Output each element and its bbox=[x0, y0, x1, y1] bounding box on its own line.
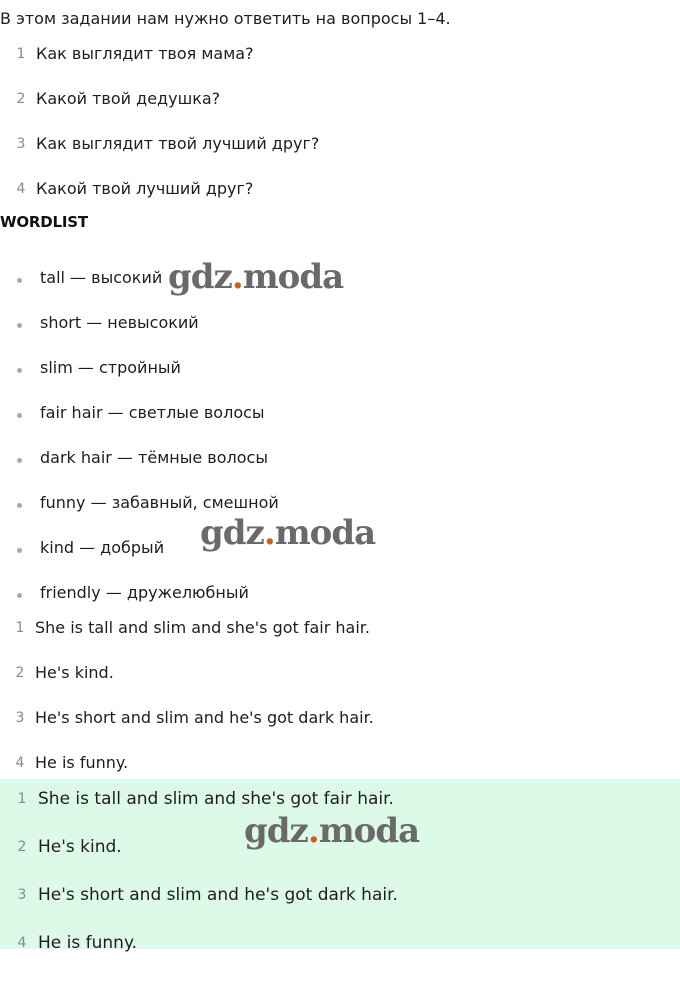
answer-number: 3 bbox=[17, 887, 27, 903]
question-text: Какой твой лучший друг? bbox=[36, 179, 254, 198]
answer-number: 1 bbox=[15, 620, 25, 636]
answer-text: He is funny. bbox=[35, 753, 129, 772]
answer-text: He's short and slim and he's got dark hair. bbox=[38, 885, 398, 905]
wordlist-item: dark hair — тёмные волосы bbox=[40, 448, 268, 467]
bullet-icon bbox=[17, 368, 22, 373]
bullet-icon bbox=[17, 413, 22, 418]
question-text: Как выглядит твой лучший друг? bbox=[36, 134, 320, 153]
question-number: 4 bbox=[16, 181, 26, 197]
wordlist-item: funny — забавный, смешной bbox=[40, 493, 279, 512]
watermark-logo: gdz.moda bbox=[168, 257, 344, 297]
answer-number: 3 bbox=[15, 710, 25, 726]
answer-text: He's short and slim and he's got dark hair. bbox=[35, 708, 374, 727]
wordlist-item: short — невысокий bbox=[40, 313, 199, 332]
question-number: 3 bbox=[16, 136, 26, 152]
bullet-icon bbox=[17, 593, 22, 598]
answer-number: 4 bbox=[15, 755, 25, 771]
wordlist-item: fair hair — светлые волосы bbox=[40, 403, 265, 422]
answer-text: She is tall and slim and she's got fair hair. bbox=[35, 618, 370, 637]
answer-text: She is tall and slim and she's got fair hair. bbox=[38, 789, 394, 809]
question-text: Какой твой дедушка? bbox=[36, 89, 221, 108]
bullet-icon bbox=[17, 458, 22, 463]
answer-number: 4 bbox=[17, 935, 27, 951]
watermark-logo: gdz.moda bbox=[200, 513, 376, 553]
answer-text: He's kind. bbox=[35, 663, 114, 682]
bullet-icon bbox=[17, 548, 22, 553]
answer-text: He's kind. bbox=[38, 837, 122, 857]
watermark-logo: gdz.moda bbox=[244, 811, 420, 851]
wordlist-heading: WORDLIST bbox=[0, 213, 88, 231]
question-number: 1 bbox=[16, 46, 26, 62]
wordlist-item: tall — высокий bbox=[40, 268, 163, 287]
answer-number: 2 bbox=[17, 839, 27, 855]
wordlist-item: kind — добрый bbox=[40, 538, 165, 557]
question-number: 2 bbox=[16, 91, 26, 107]
question-text: Как выглядит твоя мама? bbox=[36, 44, 254, 63]
answer-number: 2 bbox=[15, 665, 25, 681]
bullet-icon bbox=[17, 503, 22, 508]
answer-number: 1 bbox=[17, 791, 27, 807]
wordlist-item: slim — стройный bbox=[40, 358, 181, 377]
bullet-icon bbox=[17, 278, 22, 283]
answer-text: He is funny. bbox=[38, 933, 137, 953]
intro-text: В этом задании нам нужно ответить на вопросы 1–4. bbox=[0, 9, 451, 28]
wordlist-item: friendly — дружелюбный bbox=[40, 583, 249, 602]
bullet-icon bbox=[17, 323, 22, 328]
